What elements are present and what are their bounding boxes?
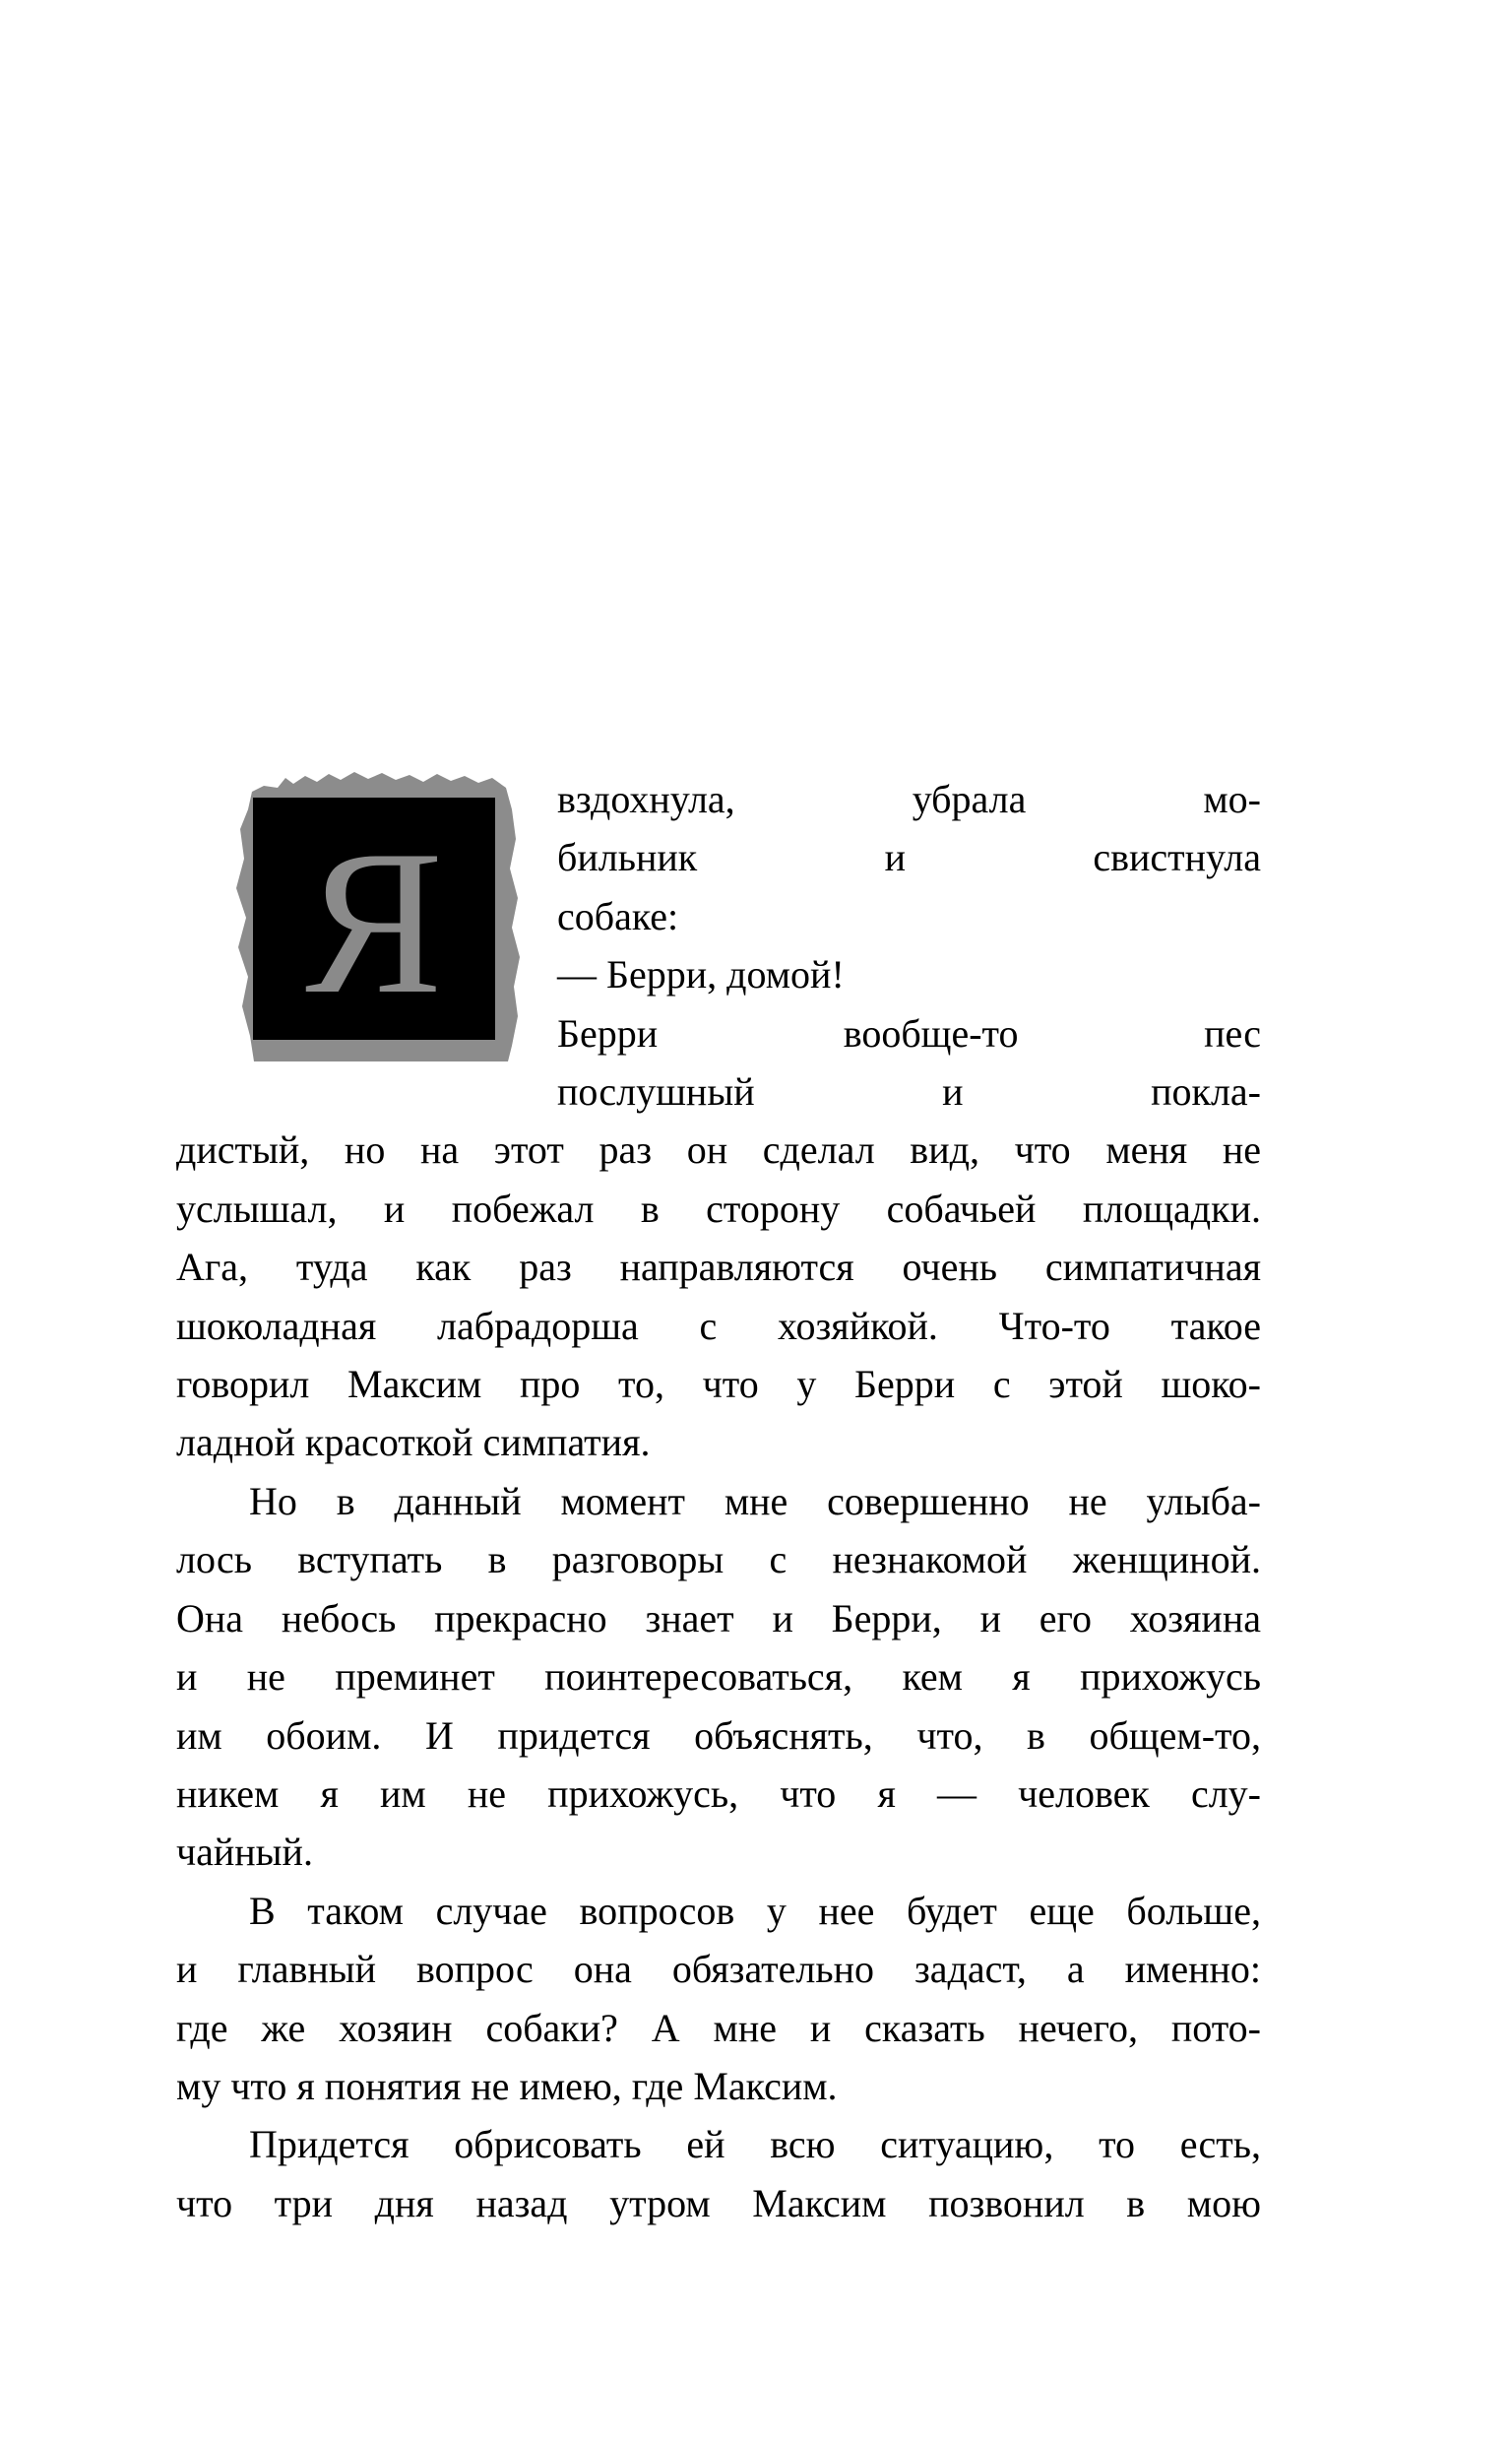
paragraph (176, 1472, 1261, 1882)
text-line: Придется обрисовать ей всю ситуацию, то есть, (249, 2122, 1261, 2167)
text-line: Она небось прекрасно знает и Берри, и его хозяина (176, 1595, 1261, 1640)
text-line: услышал, и побежал в сторону собачьей площадки. (176, 1186, 1261, 1231)
text-line: им обоим. И придется объяснять, что, в общем-то, (176, 1712, 1261, 1758)
text-line: дистый, но на этот раз он сделал вид, что меня не (176, 1127, 1261, 1173)
text-line: ладной красоткой симпатия. (176, 1420, 651, 1465)
text-line: говорил Максим про то, что у Берри с этой шоко- (176, 1362, 1261, 1407)
drop-cap (0, 770, 557, 1115)
text-line: чайный. (176, 1830, 313, 1875)
text-line: Берри вообще-то пес (557, 1010, 1261, 1056)
text-line: шоколадная лабрадорша с хозяйкой. Что-то такое (176, 1303, 1261, 1348)
text-line: Но в данный момент мне совершенно не улыба- (249, 1478, 1261, 1523)
text-line: лось вступать в разговоры с незнакомой женщиной. (176, 1537, 1261, 1582)
book-page-text (176, 770, 1261, 2232)
drop-cap-box (253, 798, 495, 1040)
text-line: — Берри, домой! (557, 952, 845, 997)
text-line: В таком случае вопросов у нее будет еще больше, (249, 1888, 1261, 1933)
text-line: никем я им не прихожусь, что я — человек слу- (176, 1770, 1261, 1816)
text-line: собаке: (557, 893, 679, 938)
text-line: и не преминет поинтересоваться, кем я прихожусь (176, 1654, 1261, 1700)
text-line: что три дня назад утром Максим позвонил в мою (176, 2180, 1261, 2225)
paragraph (176, 1882, 1261, 2116)
paragraph (176, 2115, 1261, 2232)
text-line: Ага, туда как раз направляются очень симпатичная (176, 1245, 1261, 1290)
text-line: где же хозяин собаки? А мне и сказать нечего, пото- (176, 2005, 1261, 2050)
drop-cap-letter: Я (304, 808, 444, 1037)
text-line: вздохнула, убрала мо- (557, 777, 1261, 821)
text-line: му что я понятия не имею, где Максим. (176, 2063, 838, 2108)
text-line: и главный вопрос она обязательно задаст, а именно: (176, 1947, 1261, 1992)
text-line: послушный и покла- (557, 1069, 1261, 1115)
text-line: бильник и свистнула (557, 835, 1261, 880)
